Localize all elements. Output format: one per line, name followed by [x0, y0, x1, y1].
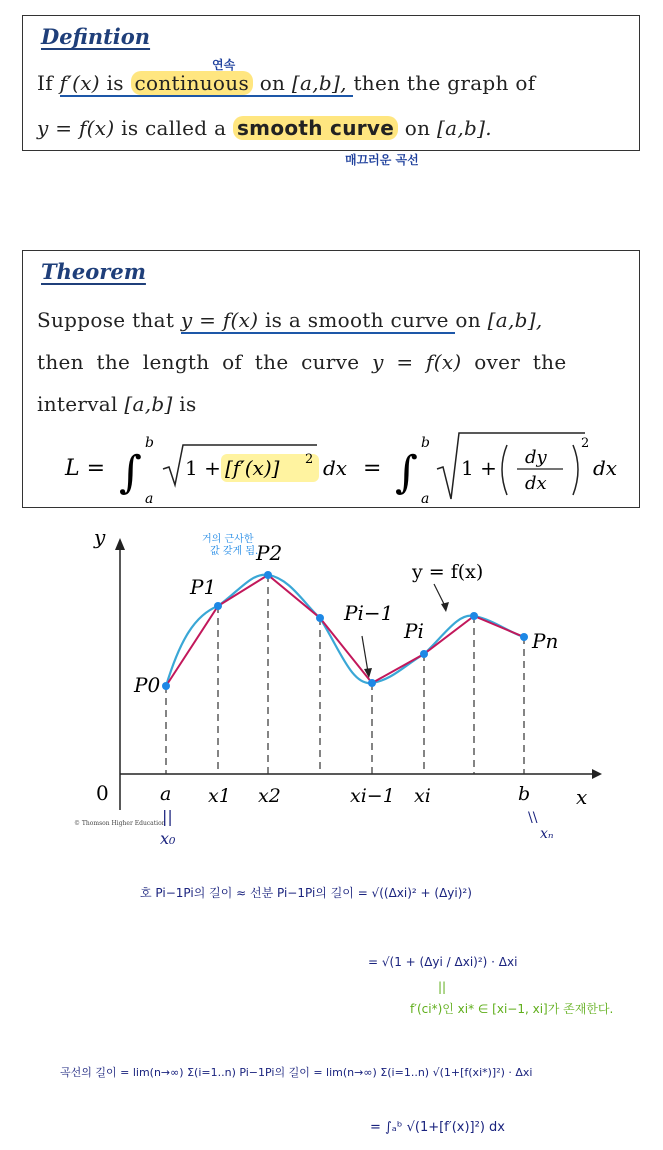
point-p6 [470, 612, 478, 620]
point-pi [420, 650, 428, 658]
integral-lower-2: a [421, 491, 430, 507]
theorem-smooth-underlined: y = f(x) is a smooth curve [181, 308, 456, 334]
formula-sq-2: 2 [581, 436, 590, 451]
pi-1-arrow [362, 636, 368, 672]
formula-dx-1: dx [323, 456, 348, 480]
note-line-1: 호 Pi−1Pi의 길이 ≈ 선분 Pi−1Pi의 길이 = √((Δxi)² + (Δyi)²) [140, 886, 472, 900]
note-line-4: 곡선의 길이 = lim(n→∞) Σ(i=1..n) Pi−1Pi의 길이 = lim(n→∞) Σ(i=1..n) √(1+[f(xi*)]²) · Δxi [60, 1066, 533, 1079]
note-approx-line1: 거의 근사한 [202, 534, 254, 545]
point-p1 [214, 602, 222, 610]
integral-lower-1: a [145, 491, 154, 507]
note-line-2: = √(1 + (Δyi / Δxi)²) · Δxi [368, 955, 518, 969]
tick-x1: x1 [208, 785, 231, 807]
formula-sq-1: 2 [305, 452, 314, 467]
sqrt-sign-2 [437, 433, 585, 499]
definition-fx-underlined: f′(x) is continuous on [a,b], [60, 71, 354, 97]
point-p2 [264, 571, 272, 579]
x-axis-label: x [576, 785, 588, 809]
integral-sign-2: ∫ [395, 447, 418, 498]
arc-length-graph [0, 520, 663, 860]
formula-dx-denominator: dx [525, 473, 547, 494]
label-pn: Pn [532, 629, 559, 653]
formula-dx-2: dx [593, 456, 618, 480]
definition-line-2: y = f(x) is called a smooth curve on [a,b]. [37, 116, 492, 140]
origin-label: 0 [96, 781, 109, 805]
integral-sign-1: ∫ [119, 447, 142, 498]
y-axis-label: y [94, 525, 106, 549]
formula-equals: = [363, 456, 382, 481]
paren-right [573, 445, 578, 495]
formula-L: L = [65, 456, 106, 481]
curve-label-arrowhead-icon [441, 602, 449, 612]
definition-box [22, 15, 640, 151]
theorem-line-3: interval [a,b] is [37, 392, 197, 416]
point-pn [520, 633, 528, 641]
note-line-5: = ∫ₐᵇ √(1+[f′(x)]²) dx [370, 1120, 505, 1135]
formula-dy: dy [525, 447, 547, 468]
label-pi: Pi [404, 619, 424, 643]
copyright-text: © Thomson Higher Education [74, 820, 166, 827]
label-p2: P2 [256, 541, 283, 565]
paren-left [502, 445, 507, 495]
highlight-continuous: continuous [131, 71, 254, 95]
note-line-3: f′(ci*)인 xi* ∈ [xi−1, xi]가 존재한다. [410, 1002, 614, 1016]
point-p0 [162, 682, 170, 690]
label-p0: P0 [134, 673, 161, 697]
point-pi-1 [368, 679, 376, 687]
note-approx-line2: 값 갖게 됨. [210, 546, 259, 557]
smooth-curve [166, 575, 524, 686]
tick-a: a [160, 783, 172, 805]
x-axis-arrow-icon [592, 769, 602, 779]
point-p3 [316, 614, 324, 622]
label-p1: P1 [190, 575, 217, 599]
note-line-3-mark: || [438, 980, 447, 994]
theorem-line-1: Suppose that y = f(x) is a smooth curve on [a,b], [37, 308, 543, 332]
partition-points [162, 571, 528, 690]
integral-upper-2: b [421, 435, 430, 451]
highlight-smooth-curve: smooth curve [233, 116, 398, 140]
polygonal-path [166, 575, 524, 686]
tick-xi: xi [414, 785, 431, 807]
tick-b: b [518, 783, 531, 805]
theorem-title: Theorem [41, 259, 146, 284]
curve-label: y = f(x) [412, 561, 484, 583]
note-continuous-korean: 연속 [212, 58, 236, 72]
arc-length-formula [37, 427, 637, 507]
label-pi-1: Pi−1 [344, 601, 394, 625]
definition-line-1: If f′(x) is continuous on [a,b], then the graph of [37, 71, 536, 95]
hand-eq-a: || [162, 807, 173, 826]
definition-title: Defintion [41, 24, 151, 49]
theorem-box [22, 250, 640, 508]
tick-xi-1: xi−1 [350, 785, 395, 807]
integral-upper-1: b [145, 435, 154, 451]
note-smooth-korean: 매끄러운 곡선 [345, 153, 419, 167]
formula-1plus-2: 1 + [461, 456, 497, 480]
formula-fprime: [f′(x)] [225, 456, 280, 480]
theorem-line-2: then the length of the curve y = f(x) over the [37, 350, 567, 374]
tick-x2: x2 [258, 785, 281, 807]
hand-eq-b: \\ [528, 810, 538, 826]
hand-x0: x₀ [160, 829, 176, 848]
hand-xn: xₙ [540, 826, 554, 842]
formula-1plus-1: 1 + [185, 456, 221, 480]
y-axis-arrow-icon [115, 538, 125, 550]
